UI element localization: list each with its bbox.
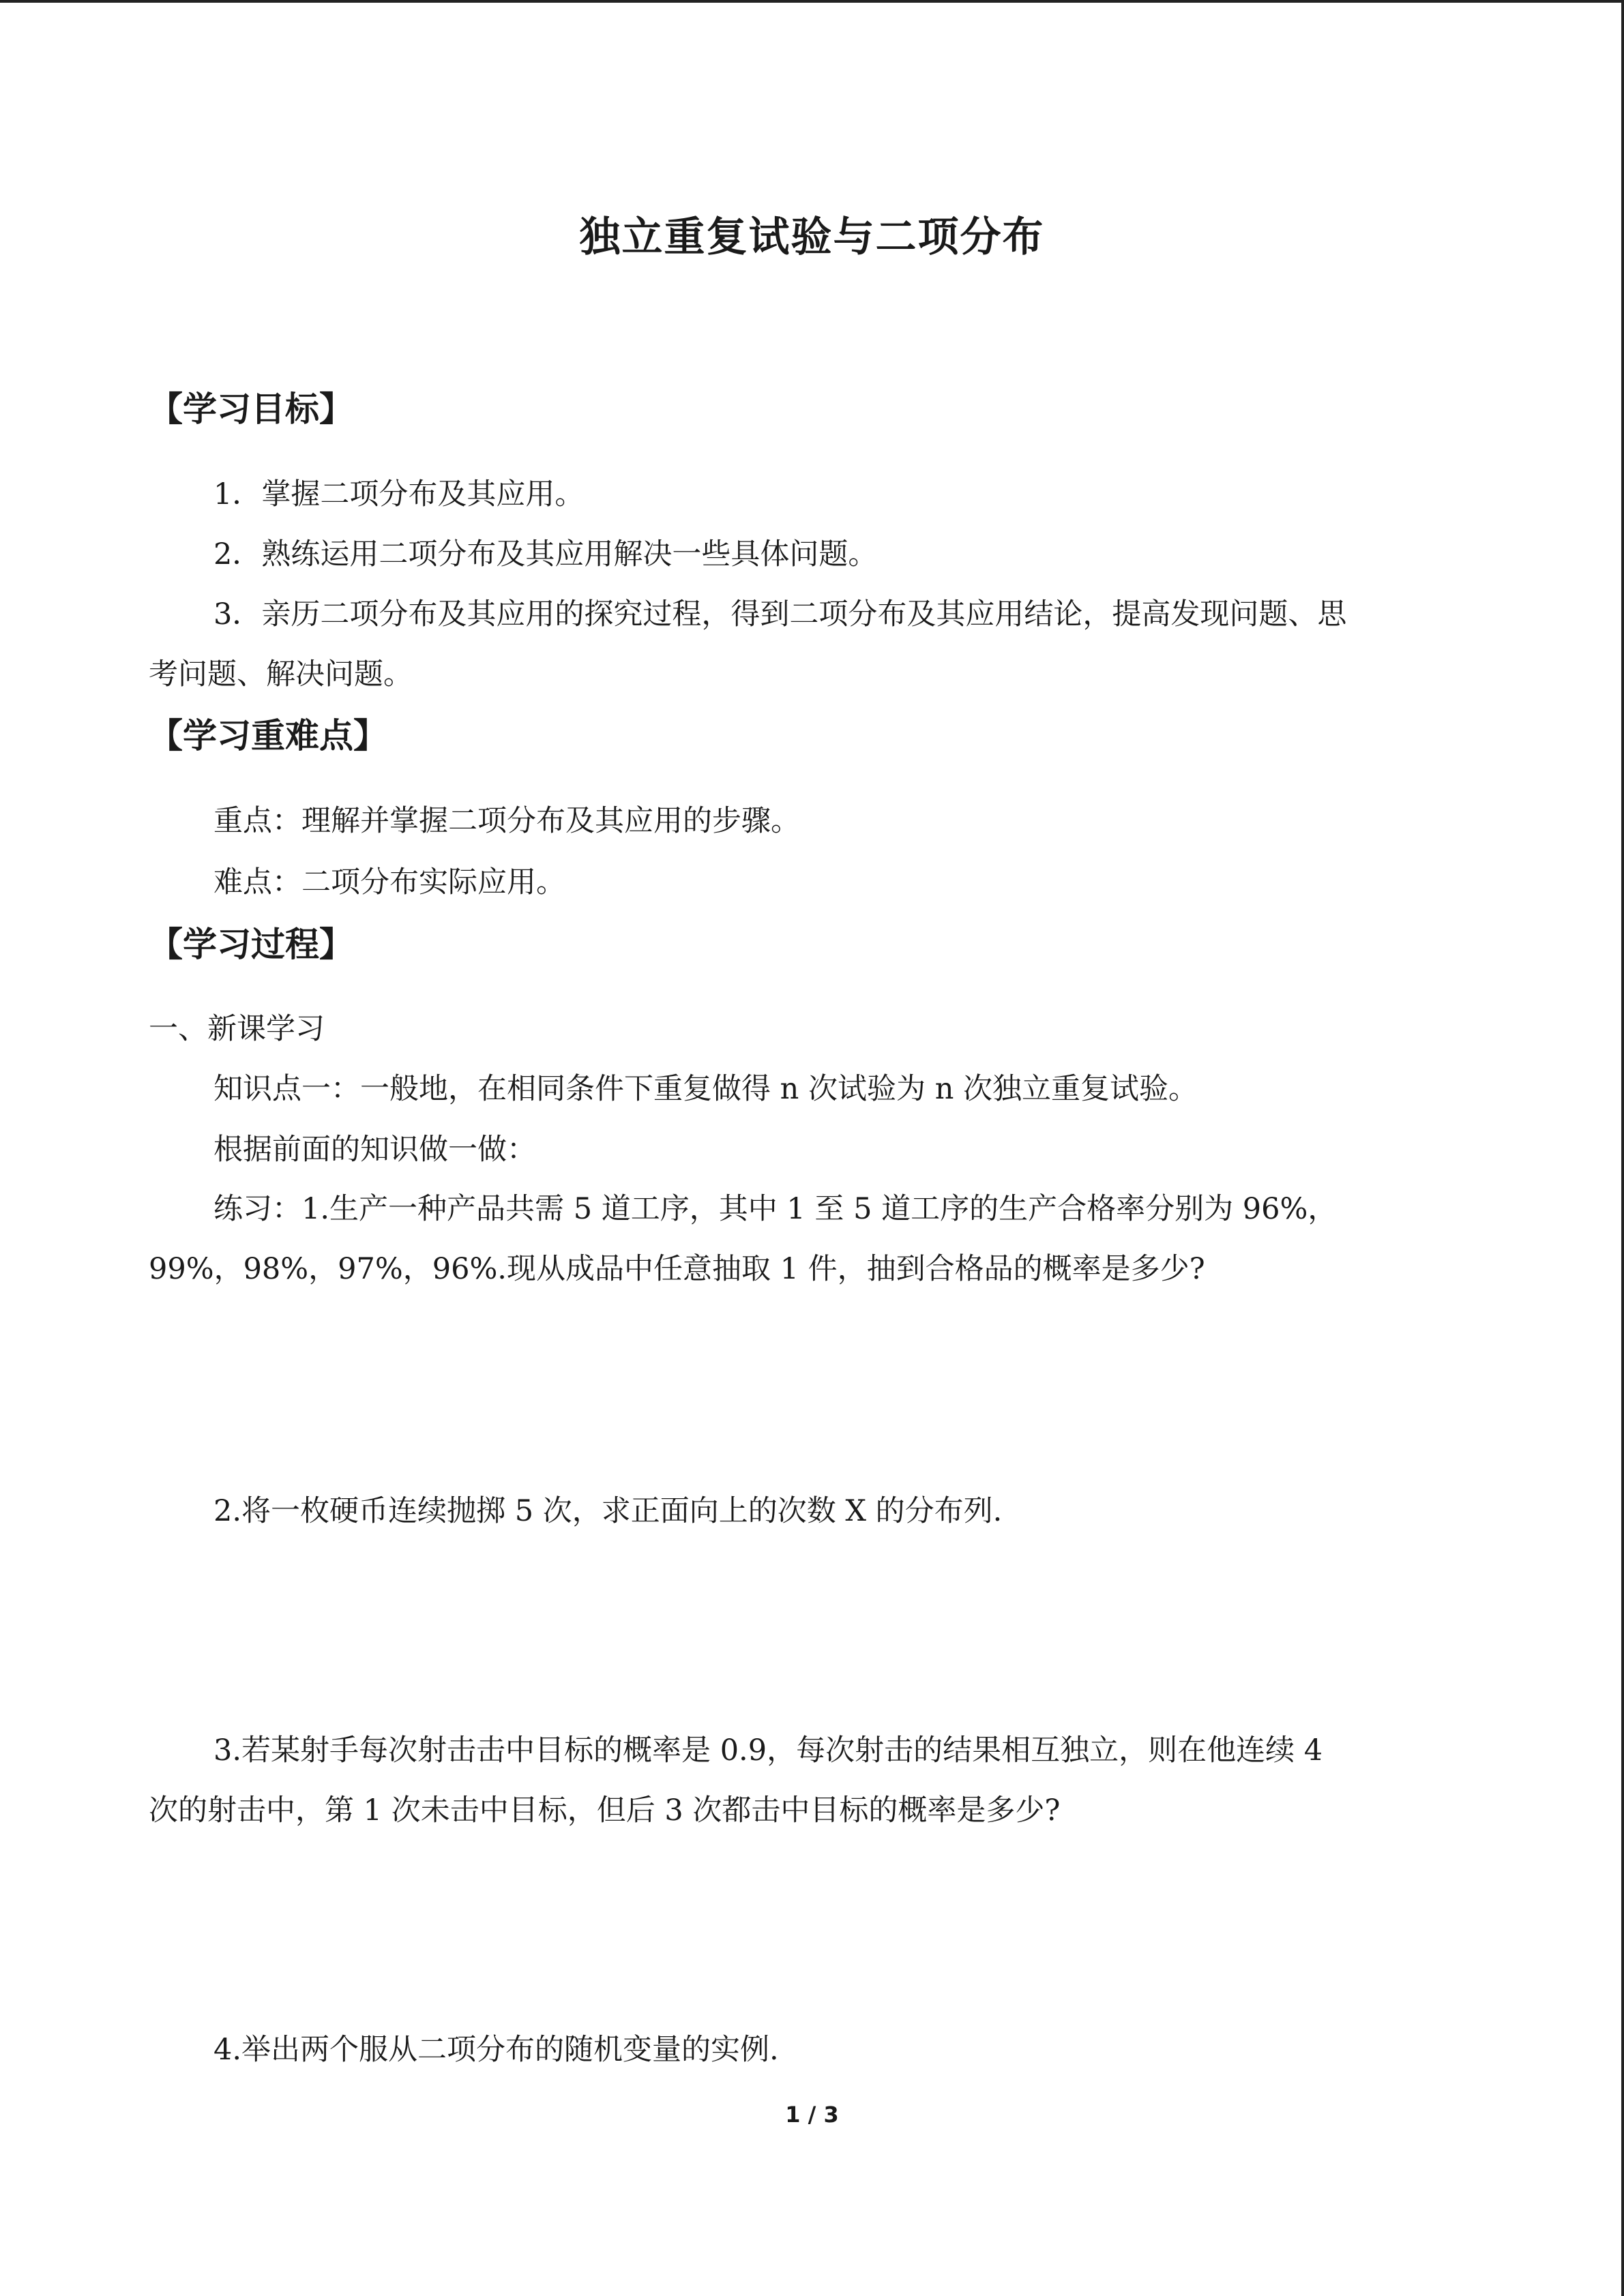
objective-item-3: 3．亲历二项分布及其应用的探究过程，得到二项分布及其应用结论，提高发现问题、思 [213,597,1347,631]
exercise-1-line-1: 练习：1.生产一种产品共需 5 道工序，其中 1 至 5 道工序的生产合格率分别为 96%， [213,1192,1338,1226]
part-one-heading: 一、新课学习 [149,1012,325,1046]
difficulty-point: 难点：二项分布实际应用。 [213,865,565,899]
objective-item-2: 2．熟练运用二项分布及其应用解决一些具体问题。 [213,537,878,571]
exercise-3-line-2: 次的射击中，第 1 次未击中目标，但后 3 次都击中目标的概率是多少? [149,1793,1061,1828]
practice-prompt: 根据前面的知识做一做： [213,1133,536,1167]
objectives-heading: 【学习目标】 [149,389,353,429]
right-border-rule [1621,0,1624,2296]
exercise-1-line-2: 99%，98%，97%，96%.现从成品中任意抽取 1 件，抽到合格品的概率是多少? [149,1252,1205,1286]
key-points-heading: 【学习重难点】 [149,716,387,756]
exercise-2: 2.将一枚硬币连续抛掷 5 次，求正面向上的次数 X 的分布列. [213,1494,1003,1528]
focus-point: 重点：理解并掌握二项分布及其应用的步骤。 [213,804,800,838]
exercise-4: 4.举出两个服从二项分布的随机变量的实例. [213,2033,779,2067]
process-heading: 【学习过程】 [149,925,353,964]
exercise-3-line-1: 3.若某射手每次射击击中目标的概率是 0.9，每次射击的结果相互独立，则在他连续 4 [213,1733,1323,1768]
page-number: 1 / 3 [785,2102,839,2128]
knowledge-point-one: 知识点一：一般地，在相同条件下重复做得 n 次试验为 n 次独立重复试验。 [213,1072,1198,1106]
document-title: 独立重复试验与二项分布 [579,213,1045,261]
top-border-rule [0,0,1624,3]
objective-item-1: 1．掌握二项分布及其应用。 [213,477,585,511]
objective-item-3-continued: 考问题、解决问题。 [149,657,413,691]
